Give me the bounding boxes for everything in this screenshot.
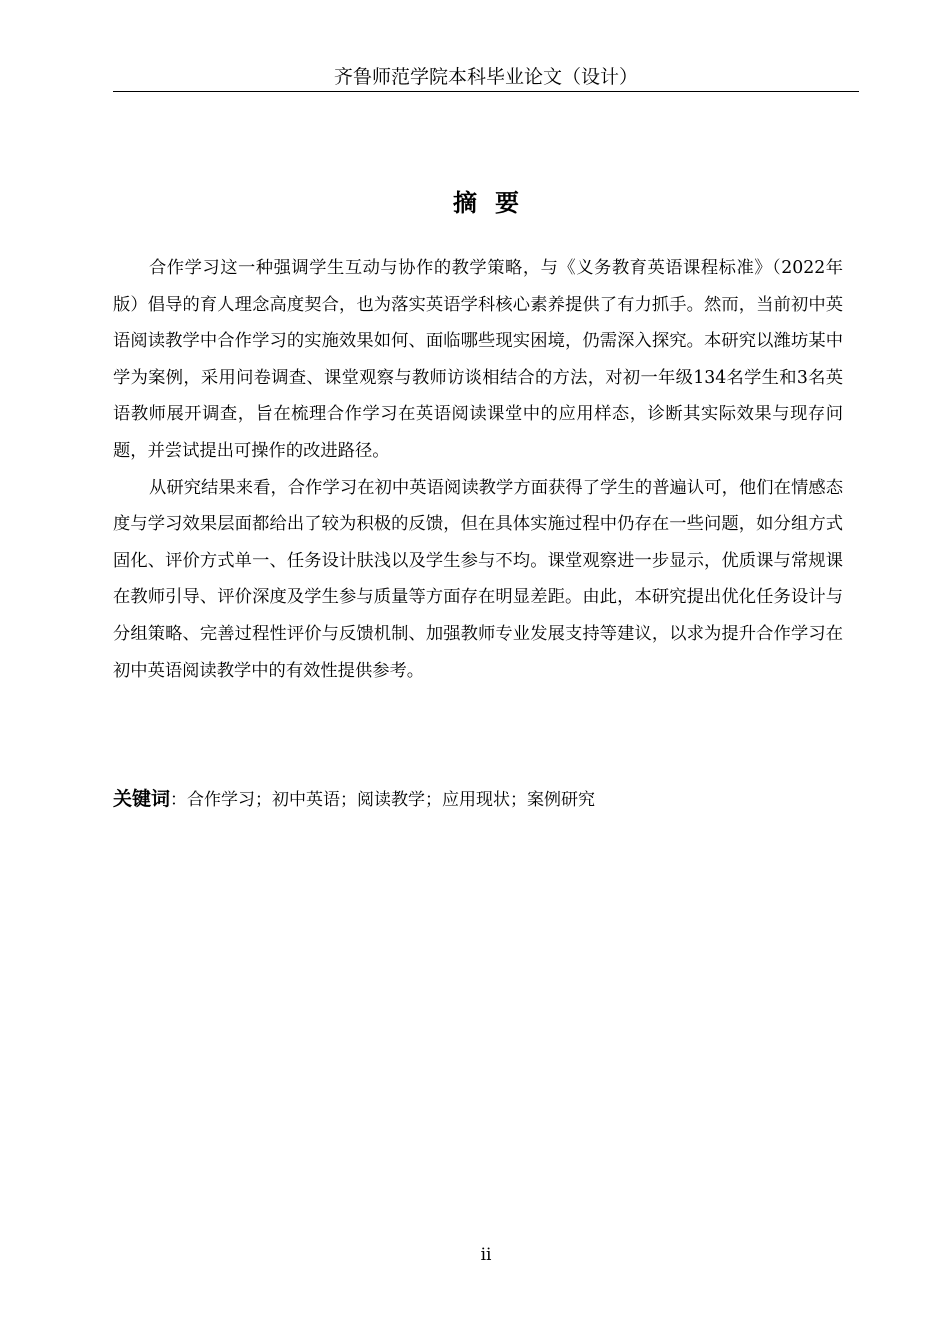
abstract-paragraph-2: 从研究结果来看，合作学习在初中英语阅读教学方面获得了学生的普遍认可，他们在情感态度与学习效果层面都给出了较为积极的反馈，但在具体实施过程中仍存在一些问题，如分组方式固化、评价方式单一、任务设计肤浅以及学生参与不均。课堂观察进一步显示，优质课与常规课在教师引导、评价深度及学生参与质量等方面存在明显差距。由此，本研究提出优化任务设计与分组策略、完善过程性评价与反馈机制、加强教师专业发展支持等建议，以求为提升合作学习在初中英语阅读教学中的有效性提供参考。 xyxy=(113,477,843,681)
running-header: 齐鲁师范学院本科毕业论文（设计） xyxy=(333,66,638,88)
abstract-body xyxy=(113,250,843,689)
abstract-title: 摘要 xyxy=(453,189,537,217)
keywords-separator: ： xyxy=(170,790,188,810)
keywords-label: 关键词 xyxy=(113,788,171,810)
keywords-text: 合作学习；初中英语；阅读教学；应用现状；案例研究 xyxy=(187,790,596,810)
abstract-paragraph-1: 合作学习这一种强调学生互动与协作的教学策略，与《义务教育英语课程标准》（2022年版）倡导的育人理念高度契合，也为落实英语学科核心素养提供了有力抓手。然而，当前初中英语阅读教学中合作学习的实施效果如何、面临哪些现实困境，仍需深入探究。本研究以潍坊某中学为案例，采用问卷调查、课堂观察与教师访谈相结合的方法，对初一年级134名学生和3名英语教师展开调查，旨在梳理合作学习在英语阅读课堂中的应用样态，诊断其实际效果与现存问题，并尝试提出可操作的改进路径。 xyxy=(113,258,843,461)
keywords-line xyxy=(113,784,859,815)
header-rule xyxy=(113,91,859,92)
page-number: ii xyxy=(480,1245,492,1265)
